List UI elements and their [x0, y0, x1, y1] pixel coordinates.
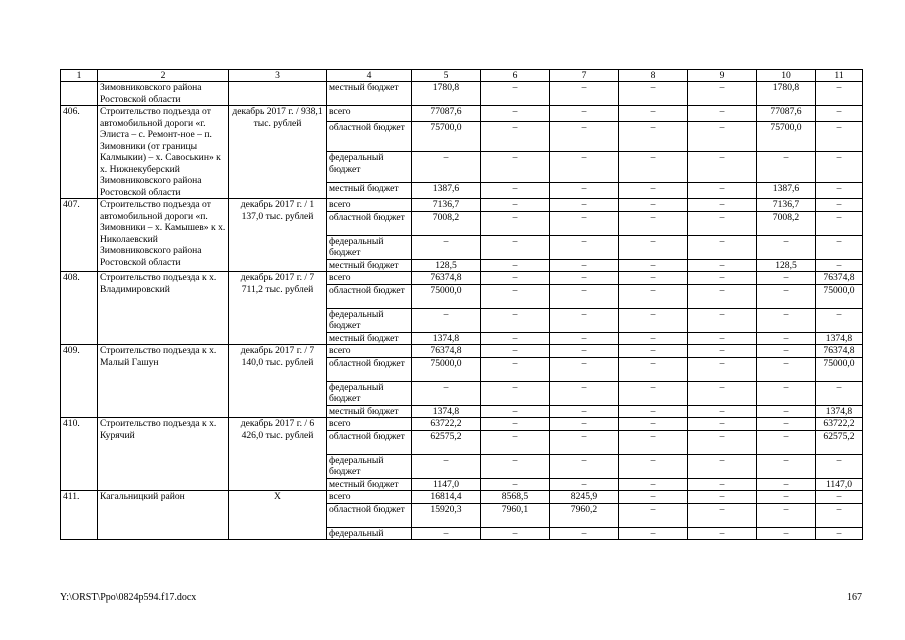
value-cell: –	[816, 199, 863, 212]
value-cell: –	[619, 454, 688, 478]
value-cell: –	[688, 259, 757, 272]
value-cell: –	[481, 272, 550, 285]
row-number: 410.	[61, 418, 98, 491]
value-cell: –	[481, 308, 550, 332]
value-cell: –	[619, 357, 688, 381]
value-cell: –	[619, 308, 688, 332]
value-cell: 62575,2	[412, 430, 481, 454]
value-cell: –	[481, 199, 550, 212]
funding-source: всего	[327, 106, 412, 122]
value-cell: –	[619, 272, 688, 285]
value-cell: –	[688, 478, 757, 491]
value-cell: –	[757, 152, 816, 183]
value-cell: –	[481, 106, 550, 122]
value-cell: –	[550, 121, 619, 152]
value-cell: –	[550, 332, 619, 345]
value-cell: –	[481, 527, 550, 540]
value-cell: 1387,6	[412, 183, 481, 199]
value-cell: –	[619, 430, 688, 454]
value-cell: –	[757, 381, 816, 405]
value-cell: 77087,6	[412, 106, 481, 122]
value-cell: 76374,8	[816, 345, 863, 358]
value-cell: –	[757, 418, 816, 431]
row-number: 411.	[61, 491, 98, 540]
value-cell: –	[550, 527, 619, 540]
value-cell: –	[481, 381, 550, 405]
value-cell: –	[481, 478, 550, 491]
value-cell: 75000,0	[412, 357, 481, 381]
funding-source: местный бюджет	[327, 183, 412, 199]
funding-source: местный бюджет	[327, 478, 412, 491]
value-cell: 8568,5	[481, 491, 550, 504]
value-cell: –	[619, 405, 688, 418]
value-cell: 7008,2	[412, 211, 481, 235]
funding-source: областной бюджет	[327, 430, 412, 454]
value-cell: –	[688, 199, 757, 212]
value-cell: –	[412, 152, 481, 183]
value-cell: 63722,2	[816, 418, 863, 431]
column-header: 2	[98, 70, 229, 82]
column-header: 7	[550, 70, 619, 82]
value-cell: –	[688, 152, 757, 183]
value-cell: –	[688, 454, 757, 478]
value-cell: –	[481, 345, 550, 358]
value-cell: –	[481, 284, 550, 308]
value-cell: –	[757, 478, 816, 491]
value-cell: –	[688, 357, 757, 381]
value-cell: –	[412, 527, 481, 540]
column-header: 10	[757, 70, 816, 82]
row-number: 406.	[61, 106, 98, 199]
value-cell: –	[816, 183, 863, 199]
value-cell: –	[481, 454, 550, 478]
funding-source: федеральный бюджет	[327, 308, 412, 332]
value-cell: 63722,2	[412, 418, 481, 431]
funding-source: всего	[327, 491, 412, 504]
value-cell: –	[816, 503, 863, 527]
value-cell: 62575,2	[816, 430, 863, 454]
table-row	[61, 272, 863, 285]
table-row	[61, 82, 863, 106]
table-row	[61, 491, 863, 504]
value-cell: –	[688, 381, 757, 405]
value-cell: 76374,8	[412, 345, 481, 358]
table-row	[61, 345, 863, 358]
value-cell: –	[816, 491, 863, 504]
value-cell: 75000,0	[816, 357, 863, 381]
value-cell: –	[550, 199, 619, 212]
value-cell: 7008,2	[757, 211, 816, 235]
value-cell: –	[619, 527, 688, 540]
value-cell: 15920,3	[412, 503, 481, 527]
value-cell: –	[619, 82, 688, 106]
value-cell: 1374,8	[816, 332, 863, 345]
object-name: Строительство подъезда к х. Владимировский	[98, 272, 229, 345]
value-cell: 76374,8	[412, 272, 481, 285]
value-cell: –	[816, 259, 863, 272]
value-cell: –	[481, 332, 550, 345]
object-name: Строительство подъезда от автомобильной дороги «г. Элиста – с. Ремонт-ное – п. Зимовники (от границы Калмыкии) – х. Савоськин» к х. Нижнекуберский Зимовниковского района Ростовской области	[98, 106, 229, 199]
value-cell: –	[550, 345, 619, 358]
value-cell: –	[481, 235, 550, 259]
value-cell: –	[816, 106, 863, 122]
value-cell: –	[550, 259, 619, 272]
value-cell: –	[619, 183, 688, 199]
value-cell: –	[412, 308, 481, 332]
completion-date-cost: декабрь 2017 г. / 7 140,0 тыс. рублей	[229, 345, 327, 418]
value-cell: 1780,8	[412, 82, 481, 106]
value-cell: –	[619, 491, 688, 504]
funding-source: всего	[327, 272, 412, 285]
column-header: 4	[327, 70, 412, 82]
value-cell: –	[550, 82, 619, 106]
value-cell: –	[550, 454, 619, 478]
completion-date-cost: декабрь 2017 г. / 938,1 тыс. рублей	[229, 106, 327, 199]
value-cell: –	[481, 418, 550, 431]
funding-source: местный бюджет	[327, 332, 412, 345]
value-cell: –	[550, 357, 619, 381]
value-cell: –	[688, 527, 757, 540]
completion-date-cost: Х	[229, 491, 327, 540]
value-cell: –	[619, 259, 688, 272]
value-cell: –	[481, 121, 550, 152]
value-cell: –	[816, 381, 863, 405]
value-cell: 75700,0	[757, 121, 816, 152]
value-cell: –	[816, 152, 863, 183]
value-cell: –	[619, 503, 688, 527]
value-cell: –	[816, 121, 863, 152]
object-name: Строительство подъезда к х. Курячий	[98, 418, 229, 491]
funding-source: областной бюджет	[327, 211, 412, 235]
value-cell: –	[757, 345, 816, 358]
value-cell: –	[688, 106, 757, 122]
funding-source: местный бюджет	[327, 405, 412, 418]
value-cell: –	[816, 527, 863, 540]
column-header: 5	[412, 70, 481, 82]
value-cell: –	[688, 82, 757, 106]
value-cell: –	[757, 272, 816, 285]
value-cell: –	[619, 332, 688, 345]
value-cell: –	[481, 357, 550, 381]
value-cell: –	[688, 405, 757, 418]
header-row	[61, 70, 863, 82]
value-cell: –	[550, 478, 619, 491]
value-cell: –	[688, 503, 757, 527]
value-cell: –	[481, 430, 550, 454]
funding-source: местный бюджет	[327, 82, 412, 106]
value-cell: –	[619, 211, 688, 235]
value-cell: –	[550, 152, 619, 183]
value-cell: –	[688, 332, 757, 345]
value-cell: –	[688, 418, 757, 431]
value-cell: –	[619, 235, 688, 259]
value-cell: –	[481, 82, 550, 106]
funding-source: федеральный бюджет	[327, 454, 412, 478]
value-cell: –	[619, 345, 688, 358]
value-cell: 77087,6	[757, 106, 816, 122]
value-cell: –	[412, 454, 481, 478]
value-cell: –	[619, 199, 688, 212]
value-cell: 128,5	[757, 259, 816, 272]
value-cell: –	[481, 211, 550, 235]
column-header: 8	[619, 70, 688, 82]
value-cell: 1147,0	[412, 478, 481, 491]
value-cell: 1374,8	[816, 405, 863, 418]
value-cell: –	[619, 106, 688, 122]
value-cell: 75700,0	[412, 121, 481, 152]
value-cell: –	[757, 491, 816, 504]
value-cell: –	[816, 454, 863, 478]
file-path: Y:\ORST\Ppo\0824p594.f17.docx	[60, 592, 197, 603]
value-cell: –	[757, 332, 816, 345]
value-cell: –	[550, 284, 619, 308]
column-header: 6	[481, 70, 550, 82]
row-number: 409.	[61, 345, 98, 418]
value-cell: –	[550, 430, 619, 454]
value-cell: –	[688, 235, 757, 259]
value-cell: –	[619, 121, 688, 152]
value-cell: –	[688, 345, 757, 358]
value-cell: –	[816, 211, 863, 235]
funding-source: областной бюджет	[327, 357, 412, 381]
value-cell: 75000,0	[816, 284, 863, 308]
value-cell: –	[688, 272, 757, 285]
value-cell: –	[688, 183, 757, 199]
value-cell: 76374,8	[816, 272, 863, 285]
value-cell: –	[688, 308, 757, 332]
completion-date-cost: декабрь 2017 г. / 6 426,0 тыс. рублей	[229, 418, 327, 491]
value-cell: –	[550, 272, 619, 285]
value-cell: –	[757, 357, 816, 381]
value-cell: –	[757, 284, 816, 308]
value-cell: –	[481, 183, 550, 199]
value-cell: –	[619, 478, 688, 491]
object-name: Зимовниковского района Ростовской области	[98, 82, 229, 106]
value-cell: 128,5	[412, 259, 481, 272]
value-cell: –	[412, 381, 481, 405]
value-cell: 7136,7	[412, 199, 481, 212]
value-cell: –	[550, 308, 619, 332]
value-cell: –	[550, 183, 619, 199]
funding-source: всего	[327, 199, 412, 212]
funding-source: всего	[327, 418, 412, 431]
value-cell: 1147,0	[816, 478, 863, 491]
value-cell: 75000,0	[412, 284, 481, 308]
value-cell: –	[688, 284, 757, 308]
value-cell: –	[550, 235, 619, 259]
value-cell: –	[688, 491, 757, 504]
funding-source: областной бюджет	[327, 121, 412, 152]
table-row	[61, 418, 863, 431]
object-name: Строительство подъезда от автомобильной дороги «п. Зимовники – х. Камышев» к х. Николаевский Зимовниковского района Ростовской области	[98, 199, 229, 272]
funding-source: федеральный бюджет	[327, 235, 412, 259]
value-cell: –	[550, 405, 619, 418]
funding-source: всего	[327, 345, 412, 358]
value-cell: 1387,6	[757, 183, 816, 199]
value-cell: 16814,4	[412, 491, 481, 504]
value-cell: –	[481, 259, 550, 272]
value-cell: –	[757, 527, 816, 540]
column-header: 9	[688, 70, 757, 82]
value-cell: –	[550, 381, 619, 405]
value-cell: –	[816, 235, 863, 259]
value-cell: –	[757, 454, 816, 478]
value-cell: –	[550, 211, 619, 235]
value-cell: –	[619, 381, 688, 405]
funding-source: областной бюджет	[327, 284, 412, 308]
value-cell: –	[412, 235, 481, 259]
table-row	[61, 199, 863, 212]
completion-date-cost: декабрь 2017 г. / 7 711,2 тыс. рублей	[229, 272, 327, 345]
value-cell: 7960,1	[481, 503, 550, 527]
funding-source: местный бюджет	[327, 259, 412, 272]
value-cell: –	[619, 284, 688, 308]
table-row	[61, 106, 863, 122]
value-cell: –	[757, 503, 816, 527]
value-cell: –	[619, 152, 688, 183]
value-cell: –	[481, 405, 550, 418]
budget-table	[60, 69, 863, 540]
column-header: 11	[816, 70, 863, 82]
page-number: 167	[847, 592, 862, 603]
value-cell: 1374,8	[412, 332, 481, 345]
value-cell: 7960,2	[550, 503, 619, 527]
value-cell: –	[757, 235, 816, 259]
row-number: 407.	[61, 199, 98, 272]
value-cell: –	[757, 430, 816, 454]
row-number: 408.	[61, 272, 98, 345]
value-cell: –	[757, 308, 816, 332]
object-name: Строительство подъезда к х. Малый Гашун	[98, 345, 229, 418]
funding-source: федеральный бюджет	[327, 381, 412, 405]
value-cell: 7136,7	[757, 199, 816, 212]
value-cell: 8245,9	[550, 491, 619, 504]
value-cell: –	[688, 211, 757, 235]
value-cell: –	[816, 308, 863, 332]
completion-date-cost	[229, 82, 327, 106]
value-cell: –	[550, 106, 619, 122]
funding-source: областной бюджет	[327, 503, 412, 527]
value-cell: –	[550, 418, 619, 431]
completion-date-cost: декабрь 2017 г. / 1 137,0 тыс. рублей	[229, 199, 327, 272]
column-header: 1	[61, 70, 98, 82]
value-cell: –	[688, 121, 757, 152]
object-name: Кагальницкий район	[98, 491, 229, 540]
funding-source: федеральный бюджет	[327, 152, 412, 183]
value-cell: –	[619, 418, 688, 431]
column-header: 3	[229, 70, 327, 82]
row-number	[61, 82, 98, 106]
value-cell: 1780,8	[757, 82, 816, 106]
funding-source: федеральный	[327, 527, 412, 540]
value-cell: –	[688, 430, 757, 454]
value-cell: –	[757, 405, 816, 418]
value-cell: –	[481, 152, 550, 183]
value-cell: 1374,8	[412, 405, 481, 418]
value-cell: –	[816, 82, 863, 106]
